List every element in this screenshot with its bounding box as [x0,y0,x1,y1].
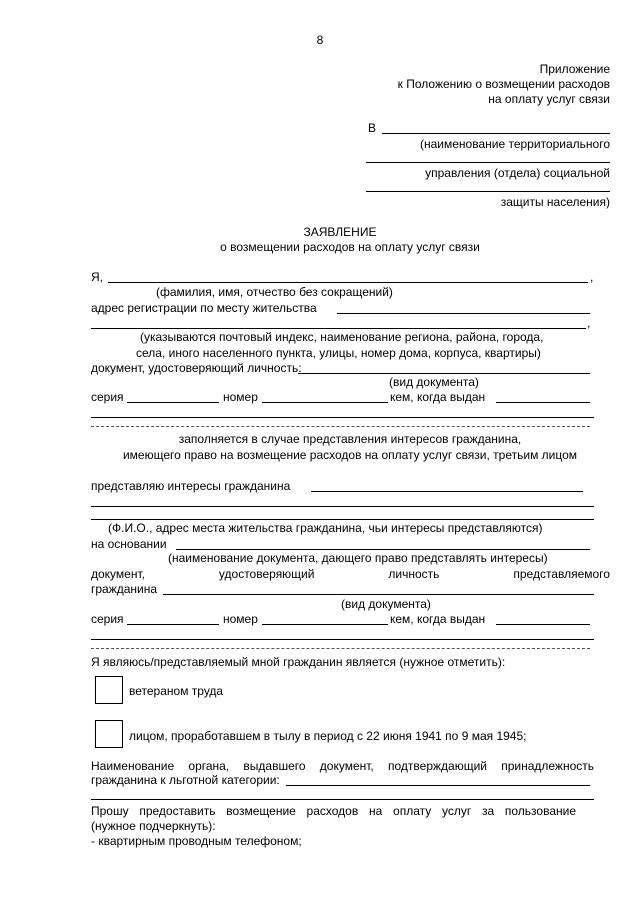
represented-doc-word-4: представляемого [513,567,610,581]
applicant-doc-hint: (вид документа) [389,375,479,389]
applicant-fio-field[interactable] [108,282,588,283]
represented-issued-label: кем, когда выдан [390,612,486,626]
applicant-number-label: номер [223,390,258,404]
represented-doc-word-2: удостоверяющий [218,567,315,581]
addressee-hint-3: защиты населения) [500,195,610,209]
representative-note-2: имеющего право на возмещение расходов на оплату услуг связи, третьим лицом [122,448,578,462]
addressee-hint-1: (наименование территориального [420,137,610,151]
appendix-line-2: к Положению о возмещении расходов [397,77,610,91]
home-front-option-label: лицом, проработавшем в тылу в период с 22 июня 1941 по 9 мая 1945; [129,729,527,743]
represented-series-field[interactable] [127,624,219,625]
represented-doc-hint: (вид документа) [341,597,431,611]
request-line-3: - квартирным проводным телефоном; [91,834,302,848]
form-subtitle: о возмещении расходов на оплату услуг связи [220,240,480,254]
applicant-issued-field[interactable] [496,402,590,403]
address-hint-1: (указываются почтовый индекс, наименование региона, района, города, [140,330,544,344]
applicant-series-field[interactable] [127,402,219,403]
section-divider [91,426,590,427]
applicant-comma: , [590,270,594,284]
applicant-doc-field[interactable] [298,373,590,374]
applicant-series-label: серия [91,390,124,404]
issuer-field-2[interactable] [91,799,594,800]
issuer-text: Наименование органа, выдавшего документ, подтверждающий принадлежность [91,759,594,773]
address-field-1[interactable] [337,313,590,314]
represent-field-1[interactable] [311,491,583,492]
issuer-line-2: гражданина к льготной категории: [91,773,280,787]
representative-note-1: заполняется в случае представления интересов гражданина, [178,432,522,446]
request-line-1 [91,804,576,818]
applicant-i-label: Я, [91,270,103,284]
address-field-2[interactable] [91,328,586,329]
appendix-line-3: на оплату услуг связи [488,92,610,106]
page-number: 8 [316,33,324,47]
request-line-2: (нужное подчеркнуть): [91,819,216,833]
applicant-doc-label: документ, удостоверяющий личность: [91,361,302,375]
form-title: ЗАЯВЛЕНИЕ [303,225,377,239]
represent-label: представляю интересы гражданина [91,479,291,493]
represented-doc-field[interactable] [163,594,594,595]
represented-issued-field[interactable] [496,624,590,625]
addressee-field-2[interactable] [366,162,610,163]
basis-label: на основании [91,537,167,551]
home-front-checkbox[interactable] [95,720,123,748]
addressee-field-1[interactable] [382,133,610,134]
represent-hint: (Ф.И.О., адрес места жительства гражданина, чьи интересы представляются) [108,521,543,535]
represented-doc-line-2: гражданина [91,582,158,596]
section-divider-2 [91,648,590,649]
basis-hint: (наименование документа, дающего право представлять интересы) [168,551,548,565]
applicant-number-field[interactable] [262,402,388,403]
represented-number-field[interactable] [262,624,388,625]
represented-series-label: серия [91,612,124,626]
issuer-line-1 [91,759,594,773]
addressee-field-3[interactable] [366,191,610,192]
represent-field-2[interactable] [91,506,594,507]
represented-issued-field-2[interactable] [91,639,594,640]
address-hint-2: села, иного населенного пункта, улицы, номер дома, корпуса, квартиры) [136,346,541,360]
addressee-prefix: В [368,121,377,135]
basis-field[interactable] [176,549,590,550]
represented-doc-word-3: личность [388,567,440,581]
represent-field-3[interactable] [91,519,594,520]
represented-doc-word-1: документ, [91,567,145,581]
address-comma: , [587,316,591,330]
applicant-issued-label: кем, когда выдан [390,390,486,404]
address-label: адрес регистрации по месту жительства [91,301,317,315]
applicant-fio-hint: (фамилия, имя, отчество без сокращений) [156,285,393,299]
veteran-option-label: ветераном труда [129,684,224,698]
addressee-hint-2: управления (отдела) социальной [425,166,610,180]
represented-number-label: номер [223,612,258,626]
category-intro: Я являюсь/представляемый мной гражданин является (нужное отметить): [91,655,506,669]
represented-doc-line [91,567,610,581]
applicant-issued-field-2[interactable] [91,417,594,418]
request-text: Прошу предоставить возмещение расходов на оплату услуг за пользование [91,804,576,818]
appendix-line-1: Приложение [539,62,610,76]
veteran-checkbox[interactable] [95,676,123,704]
issuer-field-1[interactable] [286,785,590,786]
